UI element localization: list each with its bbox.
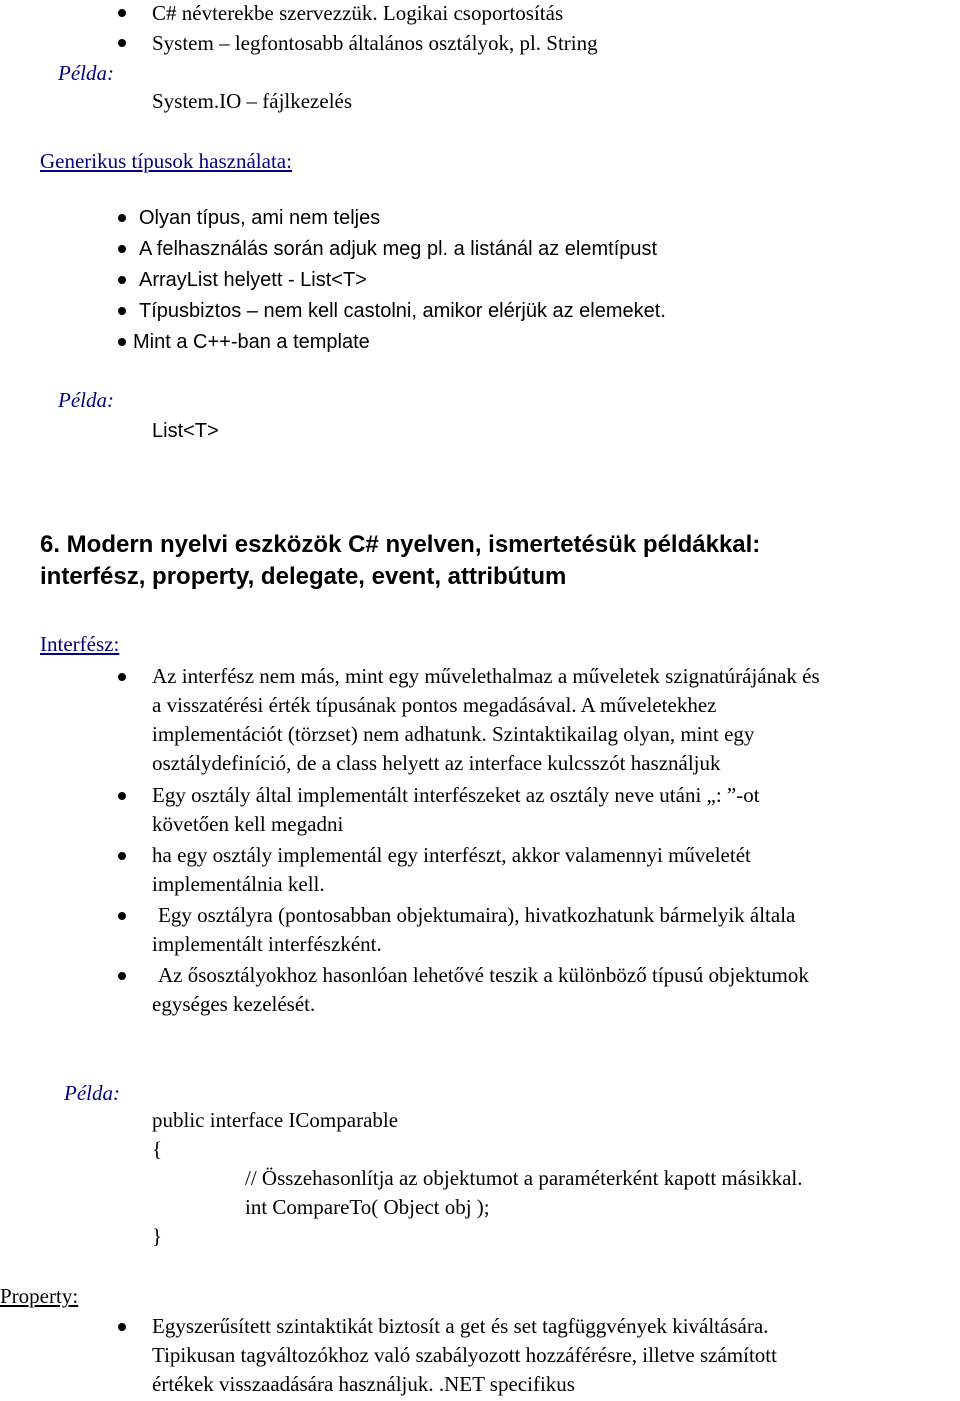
section-6-title-line-2: interfész, property, delegate, event, attribútum: [40, 563, 567, 590]
code-line: }: [152, 1224, 163, 1248]
list-item: Olyan típus, ami nem teljes: [139, 207, 381, 229]
list-item-continuation: implementált interfészként.: [152, 932, 382, 956]
list-item: Egy osztály által implementált interfészeket az osztály neve utáni „: ”-ot: [152, 783, 760, 807]
list-item-continuation: a visszatérési érték típusának pontos megadásával. A műveletekhez: [152, 693, 717, 717]
list-item: Az ősosztályokhoz hasonlóan lehetővé teszik a különböző típusú objektumok: [158, 963, 809, 987]
example-text: System.IO – fájlkezelés: [152, 89, 353, 113]
list-item: Egy osztályra (pontosabban objektumaira), hivatkozhatunk bármelyik általa: [158, 903, 796, 927]
bullet-icon: [118, 1323, 126, 1331]
bullet-icon: [118, 214, 126, 222]
list-item-continuation: Tipikusan tagváltozókhoz való szabályozott hozzáférésre, illetve számított: [152, 1343, 777, 1367]
list-item-continuation: implementációt (törzset) nem adhatunk. Szintaktikailag olyan, mint egy: [152, 722, 755, 746]
bullet-icon: [118, 39, 126, 47]
example-label: Példa:: [58, 61, 114, 85]
list-item: A felhasználás során adjuk meg pl. a listánál az elemtípust: [139, 238, 658, 260]
list-item: C# névterekbe szervezzük. Logikai csoportosítás: [152, 1, 564, 25]
bullet-icon: [118, 245, 126, 253]
example-label: Példa:: [58, 388, 114, 412]
code-line: {: [152, 1137, 163, 1161]
list-item: ha egy osztály implementál egy interfészt, akkor valamennyi műveletét: [152, 843, 751, 867]
section-heading-property: Property:: [0, 1284, 79, 1308]
list-item: ArrayList helyett - List<T>: [139, 269, 367, 291]
code-line: // Összehasonlítja az objektumot a paraméterként kapott másikkal.: [245, 1166, 803, 1190]
section-heading-generic: Generikus típusok használata:: [40, 149, 292, 173]
list-item: Típusbiztos – nem kell castolni, amikor elérjük az elemeket.: [139, 300, 666, 322]
list-item-continuation: osztálydefiníció, de a class helyett az interface kulcsszót használjuk: [152, 751, 721, 775]
bullet-icon: [118, 673, 126, 681]
example-text: List<T>: [152, 420, 219, 442]
list-item-continuation: értékek visszaadására használjuk. .NET specifikus: [152, 1372, 575, 1396]
section-6-title-line-1: 6. Modern nyelvi eszközök C# nyelven, ismertetésük példákkal:: [40, 531, 761, 558]
list-item: Egyszerűsített szintaktikát biztosít a get és set tagfüggvények kiváltására.: [152, 1314, 769, 1338]
bullet-icon: [118, 792, 126, 800]
code-line: public interface IComparable: [152, 1108, 399, 1132]
list-item-continuation: követően kell megadni: [152, 812, 344, 836]
bullet-icon: [118, 972, 126, 980]
list-item: Az interfész nem más, mint egy művelethalmaz a műveletek szignatúrájának és: [152, 664, 820, 688]
list-item: Mint a C++-ban a template: [133, 331, 370, 353]
bullet-icon: [118, 852, 126, 860]
bullet-icon: [118, 338, 126, 346]
list-item-continuation: egységes kezelését.: [152, 992, 316, 1016]
code-line: int CompareTo( Object obj );: [245, 1195, 490, 1219]
list-item-continuation: implementálnia kell.: [152, 872, 325, 896]
bullet-icon: [118, 9, 126, 17]
bullet-icon: [118, 307, 126, 315]
bullet-icon: [118, 912, 126, 920]
example-label: Példa:: [64, 1081, 120, 1105]
section-heading-interface: Interfész:: [40, 632, 120, 656]
bullet-icon: [118, 276, 126, 284]
list-item: System – legfontosabb általános osztályok, pl. String: [152, 31, 598, 55]
